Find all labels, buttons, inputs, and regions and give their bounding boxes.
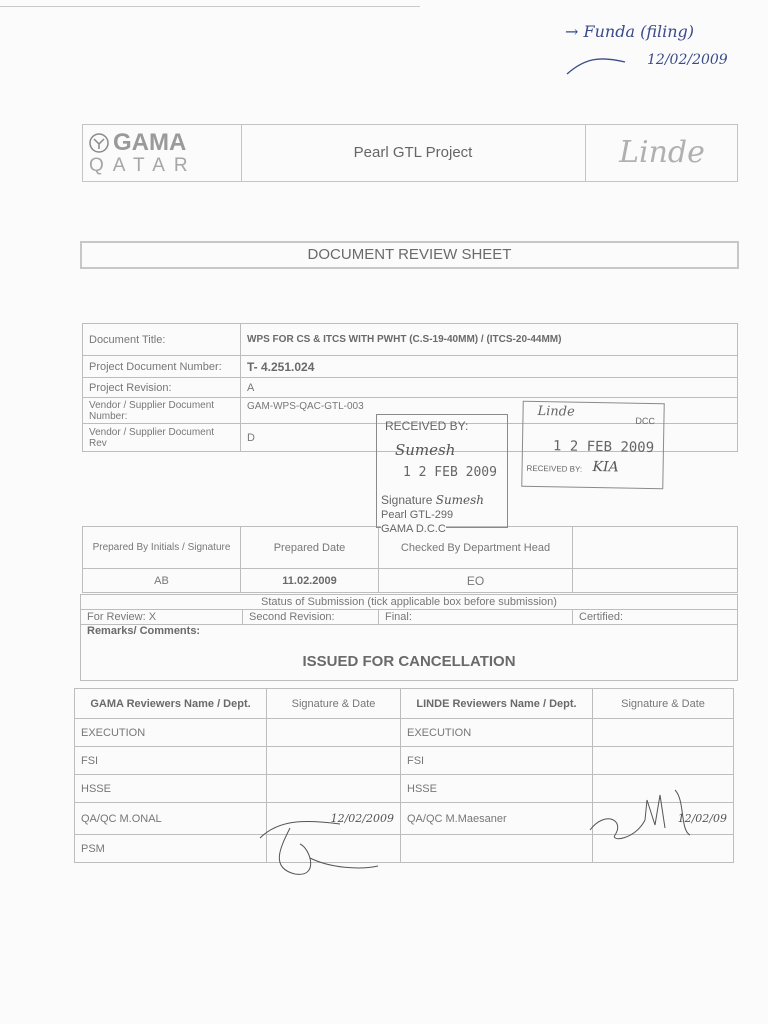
prepared-value-row [83,569,738,593]
blank-value [573,569,738,593]
info-label: Document Title: [83,324,241,356]
handwritten-note: → Funda (filing) [565,22,695,41]
sheet-title: DOCUMENT REVIEW SHEET [80,241,739,269]
gama-reviewer: PSM [75,835,267,863]
linde-reviewer: FSI [401,747,593,775]
gama-signature [267,747,401,775]
info-label: Project Revision: [83,378,241,398]
info-value: D [241,424,738,452]
info-value: WPS FOR CS & ITCS WITH PWHT (C.S-19-40MM) / (ITCS-20-44MM) [241,324,738,356]
gama-reviewer: HSSE [75,775,267,803]
gama-signature [267,775,401,803]
linde-reviewer: EXECUTION [401,719,593,747]
status-table [80,594,738,681]
remarks-text: ISSUED FOR CANCELLATION [302,653,516,670]
info-value: GAM-WPS-QAC-GTL-003 [241,398,738,424]
linde-stamp-date: 1 2 FEB 2009 [552,438,655,457]
linde-logo: Linde [585,125,738,181]
received-stamp-line1: Pearl GTL-299 [381,509,454,521]
linde-signature-scribble-icon [585,780,715,850]
status-option-second: Second Revision: [243,610,379,625]
received-stamp-line2: GAMA D.C.C [381,523,446,535]
checked-by-value: EO [379,569,573,593]
received-stamp [376,414,508,535]
linde-reviewer [401,835,593,863]
prepared-by-header: Prepared By Initials / Signature [83,527,241,569]
info-label: Vendor / Supplier Document Rev [83,424,241,452]
prepared-table [82,526,738,593]
linde-stamp-dept: DCC [635,415,656,427]
gama-reviewers-header: GAMA Reviewers Name / Dept. [75,689,267,719]
top-rule [0,6,420,7]
linde-stamp [521,401,664,489]
gama-reviewer: QA/QC M.ONAL [75,803,267,835]
reviewer-row [75,719,734,747]
received-stamp-signature [381,493,484,507]
signature-scribble: Sumesh [435,493,485,507]
gama-signature: 12/02/2009 [267,803,401,835]
gama-reviewer: EXECUTION [75,719,267,747]
info-value: T- 4.251.024 [241,356,738,378]
received-stamp-title: RECEIVED BY: [385,419,469,433]
status-option-review: For Review: X [81,610,243,625]
gama-signature [267,719,401,747]
linde-reviewer: QA/QC M.Maesaner [401,803,593,835]
gama-signature-scribble-icon [250,808,390,880]
linde-signature [593,719,734,747]
gama-logo-text: GAMA [113,129,187,156]
project-name: Pearl GTL Project [353,144,473,161]
info-row [83,378,738,398]
gama-logo [83,125,242,181]
reviewers-header-row [75,689,734,719]
checked-by-header: Checked By Department Head [379,527,573,569]
linde-signature-header: Signature & Date [593,689,734,719]
received-stamp-name: Sumesh [395,441,456,459]
info-row [83,324,738,356]
gama-reviewer: FSI [75,747,267,775]
gama-signature-header: Signature & Date [267,689,401,719]
header-box [82,124,738,182]
reviewer-row [75,747,734,775]
blank-header [573,527,738,569]
linde-reviewer: HSSE [401,775,593,803]
remarks-label: Remarks/ Comments: [87,625,201,637]
info-value: A [241,378,738,398]
status-title: Status of Submission (tick applicable box before submission) [81,595,738,610]
linde-signature: 12/02/09 [593,803,734,835]
prepared-date-header: Prepared Date [241,527,379,569]
prepared-by-value: AB [83,569,241,593]
remarks-row [81,625,738,681]
status-option-final: Final: [379,610,573,625]
qatar-logo-text: QATAR [89,155,197,176]
gama-emblem-icon [88,132,110,154]
linde-reviewers-header: LINDE Reviewers Name / Dept. [401,689,593,719]
linde-stamp-received-label: RECEIVED BY: [526,463,583,474]
received-stamp-date: 1 2 FEB 2009 [403,465,497,480]
linde-stamp-received-sig: KIA [592,458,619,476]
status-options-row [81,610,738,625]
status-option-certified: Certified: [573,610,738,625]
linde-signature [593,747,734,775]
remarks-cell [81,625,738,681]
info-row [83,356,738,378]
prepared-date-value: 11.02.2009 [241,569,379,593]
info-label: Project Document Number: [83,356,241,378]
signature-label: Signature [381,493,433,507]
linde-stamp-logo: Linde [537,404,575,420]
status-title-row [81,595,738,610]
info-label: Vendor / Supplier Document Number: [83,398,241,424]
